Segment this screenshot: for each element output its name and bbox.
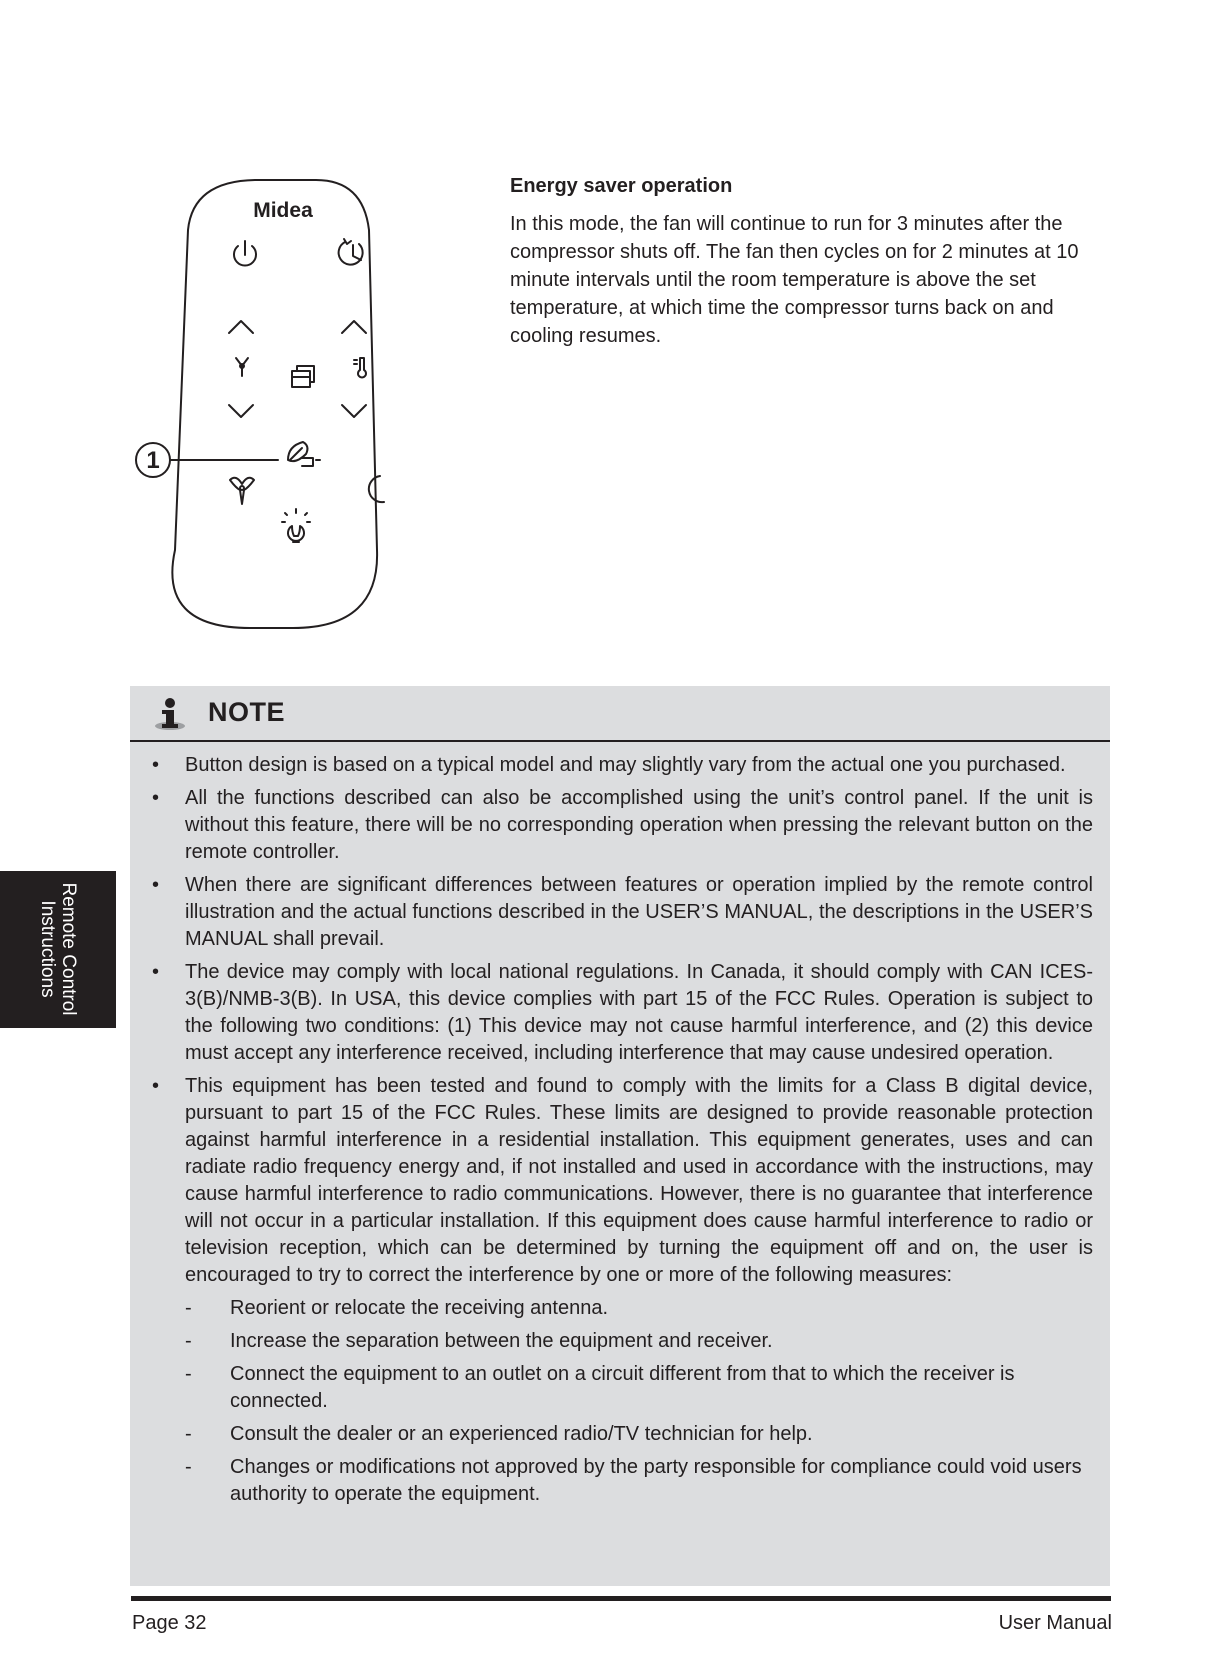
energy-saver-section <box>510 174 1110 350</box>
side-tab-label <box>37 871 79 1028</box>
remote-body-outline <box>172 180 377 628</box>
energy-saver-heading: Energy saver operation <box>510 175 733 197</box>
info-icon <box>152 696 188 732</box>
timer-icon[interactable] <box>339 239 363 265</box>
side-tab-line1: Remote Control <box>58 882 79 1016</box>
power-icon[interactable] <box>234 241 256 265</box>
thermometer-icon[interactable] <box>354 358 366 377</box>
note-list <box>130 752 1110 1514</box>
fan-speed-icon[interactable] <box>236 358 248 376</box>
midea-logo <box>253 199 313 222</box>
note-item-fcc <box>130 1073 1110 1508</box>
note-item: • All the functions described can also be accomplished using the unit’s control panel. If the unit is without this feature, there will be no corresponding operation when pressing the relevant button on the remote controller. <box>130 785 1110 866</box>
mode-icon[interactable] <box>292 366 314 387</box>
measure-item: - Increase the separation between the equipment and receiver. <box>185 1328 1093 1355</box>
note-item: • The device may comply with local national regulations. In Canada, it should comply with CAN ICES-3(B)/NMB-3(B). In USA, this device complies with part 15 of the FCC Rules. Operation is subject to the following two conditions: (1) This device may not cause harmful interference, and (2) this device must accept any interference received, including interference that may cause undesired operation. <box>130 959 1110 1067</box>
note-item: • Button design is based on a typical model and may slightly vary from the actual one you purchased. <box>130 752 1110 779</box>
page-number: Page 32 <box>132 1612 207 1634</box>
note-item: • When there are significant differences between features or operation implied by the remote control illustration and the actual functions described in the USER’S MANUAL, the descriptions in the USER’S MANUAL shall prevail. <box>130 872 1110 953</box>
energy-saver-icon[interactable] <box>288 442 320 466</box>
light-icon[interactable] <box>282 509 310 542</box>
fan-speed-up-icon[interactable] <box>229 321 253 333</box>
temp-down-icon[interactable] <box>342 405 366 417</box>
note-title: NOTE <box>208 697 286 727</box>
measure-item: - Reorient or relocate the receiving antenna. <box>185 1295 1093 1322</box>
temp-up-icon[interactable] <box>342 321 366 333</box>
note-header <box>130 686 1110 742</box>
svg-text:1: 1 <box>146 447 160 474</box>
note-item-text: This equipment has been tested and found to comply with the limits for a Class B digital device, pursuant to part 15 of the FCC Rules. These limits are designed to provide reasonable protection against harmful interference in a residential installation. This equipment generates, uses and can radiate radio frequency energy and, if not installed and used in accordance with the instructions, may cause harmful interference to radio communications. However, there is no guarantee that interference will not occur in a particular installation. If this equipment does cause harmful interference to radio or television reception, which can be determined by turning the equipment off and on, the user is encouraged to try to correct the interference by one or more of the following measures: <box>185 1075 1093 1286</box>
callout-marker <box>136 443 278 477</box>
footer-rule <box>131 1596 1111 1601</box>
remote-control-illustration <box>118 170 468 640</box>
fan-speed-down-icon[interactable] <box>229 405 253 417</box>
document-name: User Manual <box>998 1612 1112 1634</box>
section-side-tab <box>0 871 116 1028</box>
note-box <box>130 686 1110 1586</box>
swing-fan-icon[interactable] <box>230 478 254 504</box>
side-tab-line2: Instructions <box>37 900 58 998</box>
measure-item: - Connect the equipment to an outlet on a circuit different from that to which the receiver is connected. <box>185 1361 1093 1415</box>
measures-list <box>185 1295 1093 1508</box>
measure-item: - Changes or modifications not approved by the party responsible for compliance could void users authority to operate the equipment. <box>185 1454 1093 1508</box>
measure-item: - Consult the dealer or an experienced radio/TV technician for help. <box>185 1421 1093 1448</box>
svg-text:Midea: Midea <box>253 199 313 222</box>
energy-saver-description: In this mode, the fan will continue to run for 3 minutes after the compressor shuts off. The fan then cycles on for 2 minutes at 10 minute intervals until the room temperature is above the set temperature, at which time the compressor turns back on and cooling resumes. <box>510 213 1079 347</box>
